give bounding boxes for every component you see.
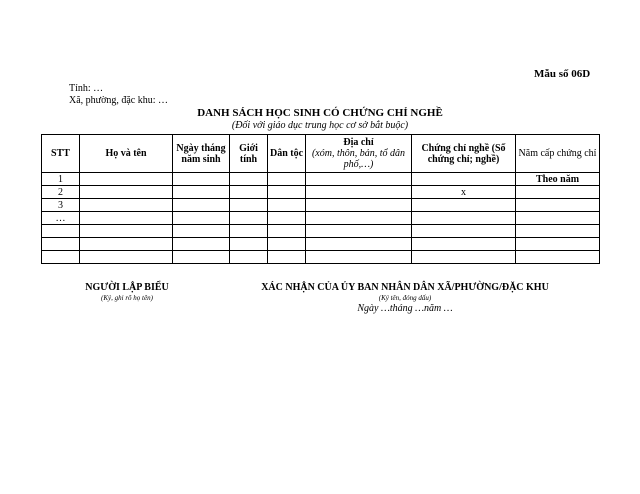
cell-address	[306, 225, 412, 238]
table-row	[42, 173, 600, 186]
form-number: Mẫu số 06D	[534, 68, 591, 80]
cell-gender	[230, 225, 268, 238]
cell-name	[80, 199, 173, 212]
cell-stt	[42, 225, 80, 238]
header-dob: Ngày tháng năm sinh	[173, 135, 230, 173]
header-name: Họ và tên	[80, 135, 173, 173]
cell-ethnicity	[268, 238, 306, 251]
committee-date: Ngày …tháng …năm …	[357, 303, 453, 314]
cell-address	[306, 173, 412, 186]
cell-stt: 1	[42, 173, 80, 186]
preparer-title: NGƯỜI LẬP BIỂU	[85, 282, 169, 293]
cell-stt	[42, 238, 80, 251]
cell-dob	[173, 186, 230, 199]
cell-address	[306, 212, 412, 225]
header-ethnicity: Dân tộc	[268, 135, 306, 173]
cell-dob	[173, 238, 230, 251]
cell-certificate	[412, 212, 516, 225]
header-stt: STT	[42, 135, 80, 173]
table-header-row	[42, 135, 600, 173]
cell-name	[80, 251, 173, 264]
cell-dob	[173, 251, 230, 264]
cell-year	[516, 251, 600, 264]
signature-preparer	[72, 282, 182, 302]
cell-name	[80, 212, 173, 225]
committee-title: XÁC NHẬN CỦA ỦY BAN NHÂN DÂN XÃ/PHƯỜNG/ĐẶC KHU	[261, 282, 549, 293]
cell-address	[306, 199, 412, 212]
cell-gender	[230, 173, 268, 186]
signature-committee	[232, 282, 578, 314]
table-row	[42, 186, 600, 199]
cell-dob	[173, 173, 230, 186]
cell-ethnicity	[268, 186, 306, 199]
header-year: Năm cấp chứng chỉ	[516, 135, 600, 173]
cell-address	[306, 238, 412, 251]
cell-stt: 3	[42, 199, 80, 212]
cell-year: Theo năm	[516, 173, 600, 186]
cell-year	[516, 225, 600, 238]
cell-ethnicity	[268, 173, 306, 186]
header-address-main: Địa chỉ	[343, 137, 374, 148]
cell-name	[80, 225, 173, 238]
province-line: Tỉnh: …	[69, 83, 104, 94]
cell-ethnicity	[268, 251, 306, 264]
cell-ethnicity	[268, 225, 306, 238]
cell-gender	[230, 238, 268, 251]
cell-address	[306, 251, 412, 264]
cell-address	[306, 186, 412, 199]
cell-year	[516, 199, 600, 212]
document-subtitle: (Đối với giáo dục trung học cơ sở bắt buộc)	[231, 120, 409, 131]
cell-ethnicity	[268, 212, 306, 225]
cell-ethnicity	[268, 199, 306, 212]
cell-dob	[173, 199, 230, 212]
cell-gender	[230, 186, 268, 199]
cell-certificate	[412, 225, 516, 238]
cell-stt: …	[42, 212, 80, 225]
cell-stt	[42, 251, 80, 264]
cell-dob	[173, 225, 230, 238]
cell-certificate	[412, 173, 516, 186]
cell-year	[516, 238, 600, 251]
preparer-note: (Ký, ghi rõ họ tên)	[101, 294, 153, 302]
cell-gender	[230, 199, 268, 212]
cell-name	[80, 186, 173, 199]
cell-gender	[230, 251, 268, 264]
header-address-note: (xóm, thôn, bản, tổ dân phố,…)	[311, 148, 406, 170]
cell-certificate	[412, 238, 516, 251]
table-row	[42, 212, 600, 225]
cell-certificate	[412, 251, 516, 264]
document-title: DANH SÁCH HỌC SINH CÓ CHỨNG CHỈ NGHỀ	[197, 107, 443, 119]
table-row	[42, 225, 600, 238]
cell-dob	[173, 212, 230, 225]
table-row	[42, 199, 600, 212]
ward-line: Xã, phường, đặc khu: …	[69, 95, 169, 106]
header-gender: Giới tính	[230, 135, 268, 173]
cell-certificate: x	[412, 186, 516, 199]
student-table	[41, 134, 600, 264]
cell-certificate	[412, 199, 516, 212]
cell-stt: 2	[42, 186, 80, 199]
header-certificate: Chứng chỉ nghề (Số chứng chỉ; nghề)	[412, 135, 516, 173]
cell-year	[516, 212, 600, 225]
table-row	[42, 251, 600, 264]
cell-gender	[230, 212, 268, 225]
cell-name	[80, 173, 173, 186]
table-row	[42, 238, 600, 251]
committee-note: (Ký tên, đóng dấu)	[378, 294, 432, 302]
cell-name	[80, 238, 173, 251]
header-address	[306, 135, 412, 173]
cell-year	[516, 186, 600, 199]
